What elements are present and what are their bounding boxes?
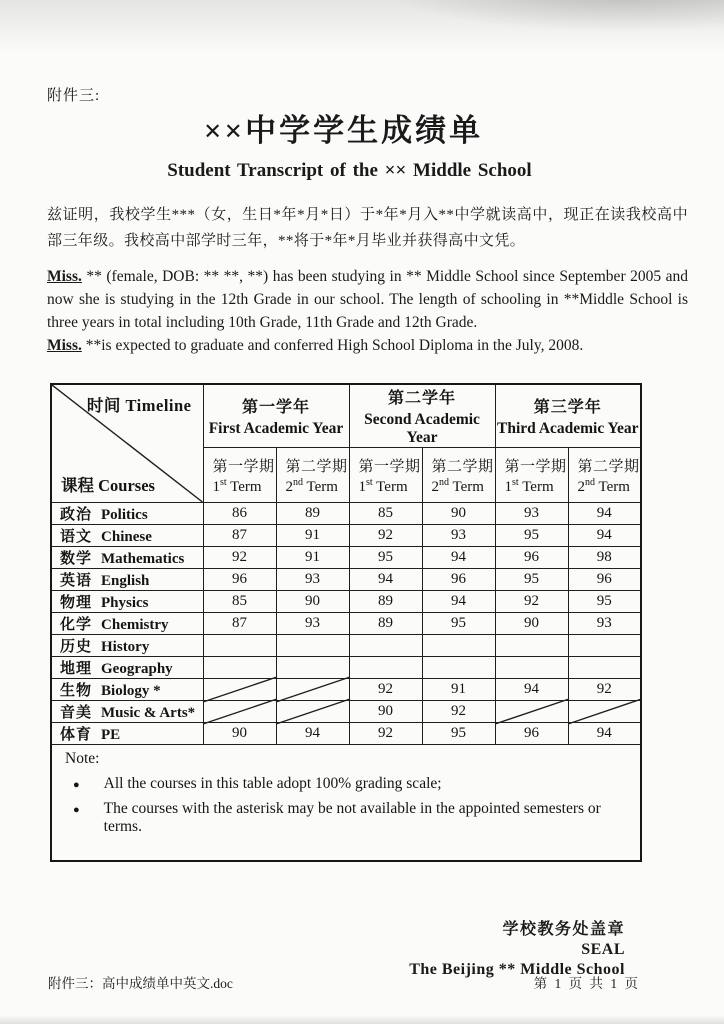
score-cell: 95: [568, 591, 641, 613]
document-content: [47, 84, 688, 980]
score-cell: 94: [568, 723, 641, 745]
empty-score-cell: [203, 657, 276, 679]
course-label-cn: 音美: [60, 705, 93, 721]
score-cell: 91: [276, 525, 349, 547]
course-label-en: History: [101, 639, 150, 655]
english-paragraph-text: ** (female, DOB: ** **, **) has been studying in ** Middle School since September 2005 and now she is studying in the 12th Grade in our school. The length of schooling in **Middle School is three years in total including 10th Grade, 11th Grade and 12th Grade.: [47, 268, 688, 331]
score-cell: 92: [349, 723, 422, 745]
empty-score-cell: [495, 635, 568, 657]
empty-score-cell: [276, 635, 349, 657]
not-available-slash: [495, 699, 569, 724]
seal-line-seal: SEAL: [581, 941, 625, 958]
course-label-cn: 数学: [60, 551, 93, 567]
score-cell: 90: [276, 591, 349, 613]
note-row: [51, 745, 641, 862]
score-cell: 93: [276, 613, 349, 635]
course-row-english: [51, 569, 641, 591]
empty-score-cell: [422, 657, 495, 679]
term-header-5: [495, 448, 568, 503]
score-cell: 94: [495, 679, 568, 701]
not-available-cell: [276, 679, 349, 701]
not-available-cell: [495, 701, 568, 723]
not-available-slash: [276, 699, 350, 724]
score-cell: 92: [349, 525, 422, 547]
certification-paragraph-chinese: 兹证明，我校学生***（女，生日*年*月*日）于*年*月入**中学就读高中，现正在读我校高中部三年级。我校高中部学时三年，**将于*年*月毕业并获得高中文凭。: [47, 207, 688, 249]
empty-score-cell: [349, 635, 422, 657]
note-cell: [51, 745, 641, 862]
course-row-geography: [51, 657, 641, 679]
score-cell: 89: [276, 503, 349, 525]
score-cell: 94: [422, 591, 495, 613]
score-cell: 86: [203, 503, 276, 525]
term-label-en: 1st Term: [212, 476, 262, 495]
term-label-en: 2nd Term: [431, 476, 484, 495]
course-name-mathematics: [51, 547, 203, 569]
score-cell: 92: [568, 679, 641, 701]
course-name-english: [51, 569, 203, 591]
year-label-en: Third Academic Year: [497, 420, 639, 437]
score-cell: 87: [203, 525, 276, 547]
course-row-music-arts: [51, 701, 641, 723]
english-paragraph-line: [47, 334, 688, 357]
score-cell: 90: [203, 723, 276, 745]
course-row-politics: [51, 503, 641, 525]
note-bullet-item: [65, 775, 630, 793]
score-cell: 98: [568, 547, 641, 569]
score-cell: 96: [495, 547, 568, 569]
term-label-cn: 第二学期: [285, 458, 348, 475]
course-row-physics: [51, 591, 641, 613]
seal-line-school: The Beijing ** Middle School: [409, 961, 625, 978]
grades-table: [50, 383, 642, 862]
term-header-2: [276, 448, 349, 503]
course-label-en: Geography: [101, 661, 173, 677]
score-cell: 91: [422, 679, 495, 701]
year-label-en: First Academic Year: [208, 420, 344, 437]
not-available-slash: [568, 699, 642, 724]
not-available-cell: [203, 701, 276, 723]
empty-score-cell: [276, 657, 349, 679]
term-label-cn: 第一学期: [504, 458, 567, 475]
course-label-cn: 地理: [60, 661, 93, 677]
note-bullet-text: All the courses in this table adopt 100% grading scale;: [103, 775, 442, 792]
not-available-cell: [276, 701, 349, 723]
course-label-cn: 化学: [60, 617, 93, 633]
miss-label: Miss.: [47, 337, 82, 354]
course-label-en: Politics: [101, 507, 148, 523]
course-label-en: English: [101, 573, 150, 589]
term-label-cn: 第二学期: [577, 458, 640, 475]
score-cell: 90: [349, 701, 422, 723]
year-label-cn: 第三学年: [533, 399, 602, 416]
score-cell: 94: [568, 503, 641, 525]
term-label-en: 2nd Term: [577, 476, 630, 495]
course-name-chemistry: [51, 613, 203, 635]
score-cell: 93: [568, 613, 641, 635]
year-header-2: [349, 384, 495, 448]
score-cell: 96: [203, 569, 276, 591]
course-label-en: Physics: [101, 595, 149, 611]
score-cell: 96: [422, 569, 495, 591]
not-available-cell: [203, 679, 276, 701]
course-label-cn: 物理: [60, 595, 93, 611]
year-label-en: Second Academic Year: [364, 411, 480, 446]
course-label-cn: 体育: [60, 727, 93, 743]
term-header-3: [349, 448, 422, 503]
course-label-en: Chemistry: [101, 617, 169, 633]
courses-label: 课程 Courses: [61, 476, 155, 495]
score-cell: 95: [495, 525, 568, 547]
score-cell: 91: [276, 547, 349, 569]
timeline-label: 时间 Timeline: [86, 396, 192, 415]
course-label-cn: 政治: [60, 507, 93, 523]
course-label-en: Mathematics: [101, 551, 185, 567]
score-cell: 92: [495, 591, 568, 613]
course-label-cn: 英语: [60, 573, 93, 589]
score-cell: 89: [349, 591, 422, 613]
score-cell: 92: [422, 701, 495, 723]
term-label-cn: 第二学期: [431, 458, 494, 475]
course-label-cn: 历史: [60, 639, 93, 655]
course-row-history: [51, 635, 641, 657]
empty-score-cell: [495, 657, 568, 679]
footer-filename: 附件三：高中成绩单中英文.doc: [48, 976, 233, 991]
term-label-cn: 第一学期: [358, 458, 421, 475]
score-cell: 94: [422, 547, 495, 569]
course-row-chemistry: [51, 613, 641, 635]
note-bullet-text: The courses with the asterisk may be not available in the appointed semesters or terms.: [103, 800, 601, 835]
course-name-music-arts: [51, 701, 203, 723]
score-cell: 92: [203, 547, 276, 569]
course-name-politics: [51, 503, 203, 525]
empty-score-cell: [568, 635, 641, 657]
score-cell: 94: [568, 525, 641, 547]
page-title-english: Student Transcript of the ×× Middle School: [167, 160, 532, 181]
timeline-courses-corner-cell: [51, 384, 203, 503]
not-available-slash: [203, 699, 277, 724]
year-header-3: [495, 384, 641, 448]
attachment-label: 附件三:: [47, 88, 101, 104]
term-label-cn: 第一学期: [212, 458, 275, 475]
academic-year-header-row: [51, 384, 641, 448]
english-paragraph-text: **is expected to graduate and conferred High School Diploma in the July, 2008.: [81, 337, 584, 354]
footer-page-number: 第 1 页 共 1 页: [533, 976, 640, 991]
course-name-chinese: [51, 525, 203, 547]
score-cell: 93: [495, 503, 568, 525]
score-cell: 90: [422, 503, 495, 525]
score-cell: 94: [349, 569, 422, 591]
score-cell: 93: [422, 525, 495, 547]
score-cell: 90: [495, 613, 568, 635]
seal-line-chinese: 学校教务处盖章: [502, 921, 625, 938]
score-cell: 95: [422, 723, 495, 745]
certification-paragraph-english: [47, 265, 688, 357]
course-name-geography: [51, 657, 203, 679]
not-available-cell: [568, 701, 641, 723]
score-cell: 87: [203, 613, 276, 635]
course-name-history: [51, 635, 203, 657]
score-cell: 95: [495, 569, 568, 591]
course-name-physics: [51, 591, 203, 613]
course-label-cn: 语文: [60, 529, 93, 545]
seal-block: [47, 920, 688, 980]
score-cell: 96: [568, 569, 641, 591]
note-bullet-item: [65, 800, 630, 836]
page-footer: [48, 972, 640, 992]
bullet-icon: ●: [73, 804, 80, 816]
course-label-en: Chinese: [101, 529, 152, 545]
year-label-cn: 第一学年: [242, 399, 311, 416]
year-label-cn: 第二学年: [388, 390, 457, 407]
score-cell: 95: [422, 613, 495, 635]
course-row-mathematics: [51, 547, 641, 569]
empty-score-cell: [203, 635, 276, 657]
term-label-en: 2nd Term: [285, 476, 338, 495]
course-label-en: Biology *: [101, 683, 161, 699]
note-label: Note:: [65, 750, 100, 767]
score-cell: 92: [349, 679, 422, 701]
course-row-biology: [51, 679, 641, 701]
course-row-chinese: [51, 525, 641, 547]
term-label-en: 1st Term: [358, 476, 408, 495]
course-label-en: Music & Arts*: [101, 705, 196, 721]
english-paragraph-line: [47, 265, 688, 334]
course-row-pe: [51, 723, 641, 745]
empty-score-cell: [422, 635, 495, 657]
course-label-cn: 生物: [60, 683, 93, 699]
score-cell: 94: [276, 723, 349, 745]
course-label-en: PE: [101, 727, 121, 743]
score-cell: 96: [495, 723, 568, 745]
score-cell: 93: [276, 569, 349, 591]
term-header-4: [422, 448, 495, 503]
course-name-biology: [51, 679, 203, 701]
term-header-1: [203, 448, 276, 503]
course-name-pe: [51, 723, 203, 745]
score-cell: 89: [349, 613, 422, 635]
empty-score-cell: [568, 657, 641, 679]
term-label-en: 1st Term: [504, 476, 554, 495]
miss-label: Miss.: [47, 268, 82, 285]
empty-score-cell: [349, 657, 422, 679]
term-header-6: [568, 448, 641, 503]
score-cell: 85: [203, 591, 276, 613]
year-header-1: [203, 384, 349, 448]
bullet-icon: ●: [73, 779, 80, 791]
page-title-chinese: ××中学学生成绩单: [203, 113, 484, 148]
score-cell: 85: [349, 503, 422, 525]
score-cell: 95: [349, 547, 422, 569]
